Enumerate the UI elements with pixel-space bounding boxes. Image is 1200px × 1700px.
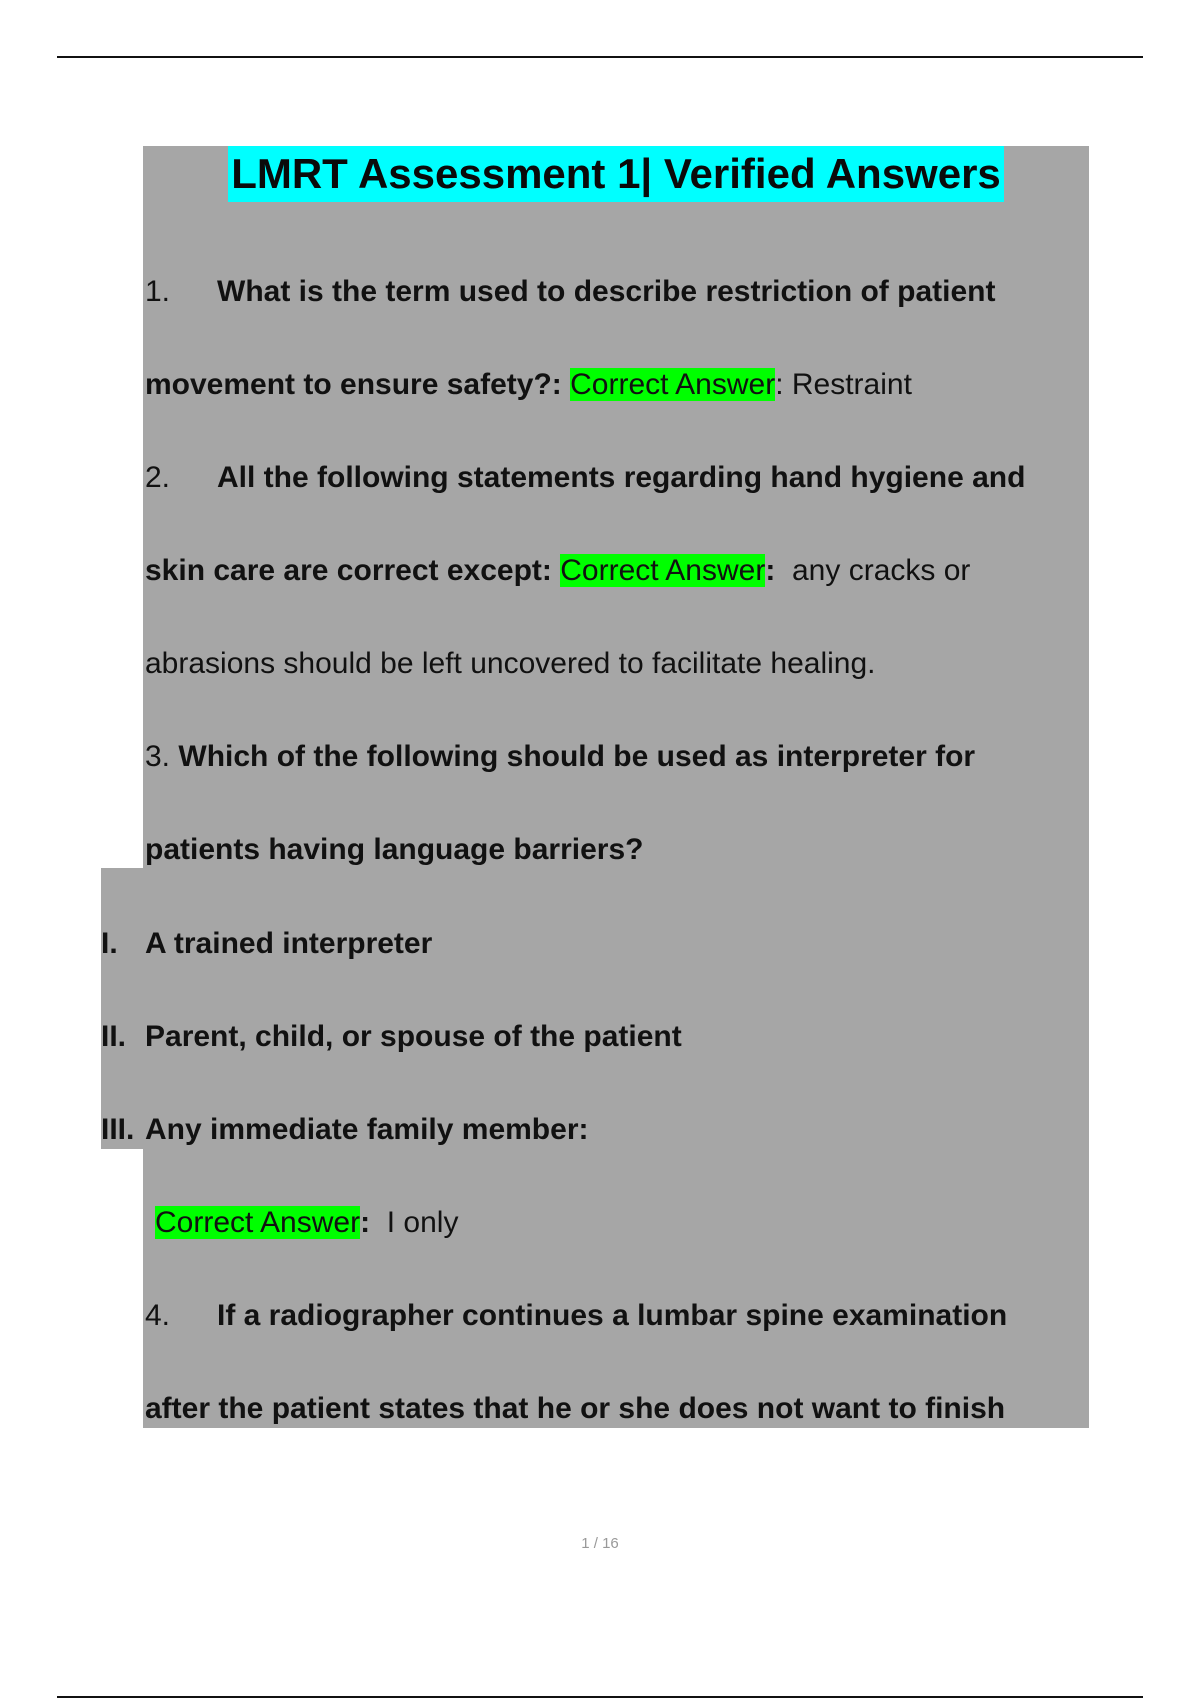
bottom-rule (57, 1696, 1143, 1698)
q2-answer-continued: abrasions should be left uncovered to facilitate healing. (145, 647, 876, 680)
q2-answer-separator: : (765, 554, 776, 587)
q3-option-1 (101, 922, 432, 966)
q3-option-1-number: I. (101, 927, 118, 960)
q1-answer: : Restraint (775, 368, 912, 401)
title-container (143, 146, 1089, 202)
q3-option-3-number: III. (101, 1113, 135, 1146)
q2-text-1: All the following statements regarding hand hygiene and (217, 461, 1026, 494)
q3-option-3-text: Any immediate family member: (145, 1113, 589, 1146)
q1-text-2: movement to ensure safety?: (145, 368, 562, 401)
q3-answer: I only (370, 1206, 459, 1239)
q2-line-1 (145, 456, 1025, 500)
q2-number: 2. (145, 461, 171, 494)
q3-option-2-text: Parent, child, or spouse of the patient (145, 1020, 682, 1053)
document-title: LMRT Assessment 1| Verified Answers (228, 146, 1004, 202)
q4-line-2 (145, 1387, 1005, 1431)
q3-line-2 (145, 828, 643, 872)
q3-option-1-text: A trained interpreter (145, 927, 433, 960)
q2-answer: any cracks or (775, 554, 971, 587)
q3-option-2-number: II. (101, 1020, 127, 1053)
q2-text-2: skin care are correct except: (145, 554, 552, 587)
gray-highlight-roman-block (101, 868, 145, 1149)
q1-answer-label: Correct Answer (570, 368, 776, 401)
q3-option-2 (101, 1015, 682, 1059)
q3-answer-line (155, 1201, 458, 1245)
q1-number: 1. (145, 275, 171, 308)
q3-text-2: patients having language barriers? (145, 833, 644, 866)
q1-line-1 (145, 270, 995, 314)
q1-text-1: What is the term used to describe restriction of patient (217, 275, 996, 308)
q3-answer-separator: : (360, 1206, 371, 1239)
q3-answer-label: Correct Answer (155, 1206, 361, 1239)
q3-text-1: Which of the following should be used as interpreter for (178, 740, 976, 773)
q4-number: 4. (145, 1299, 171, 1332)
q4-text-1: If a radiographer continues a lumbar spine examination (217, 1299, 1008, 1332)
q4-text-2: after the patient states that he or she does not want to finish (145, 1392, 1006, 1425)
q2-answer-label: Correct Answer (560, 554, 766, 587)
q2-line-3 (145, 642, 875, 686)
top-rule (57, 56, 1143, 58)
q3-number: 3. (145, 740, 171, 773)
q3-option-3 (101, 1108, 588, 1152)
q3-line-1 (145, 735, 975, 779)
q1-line-2 (145, 363, 912, 407)
q4-line-1 (145, 1294, 1007, 1338)
q2-line-2 (145, 549, 970, 593)
page-indicator: 1 / 16 (581, 1535, 619, 1552)
